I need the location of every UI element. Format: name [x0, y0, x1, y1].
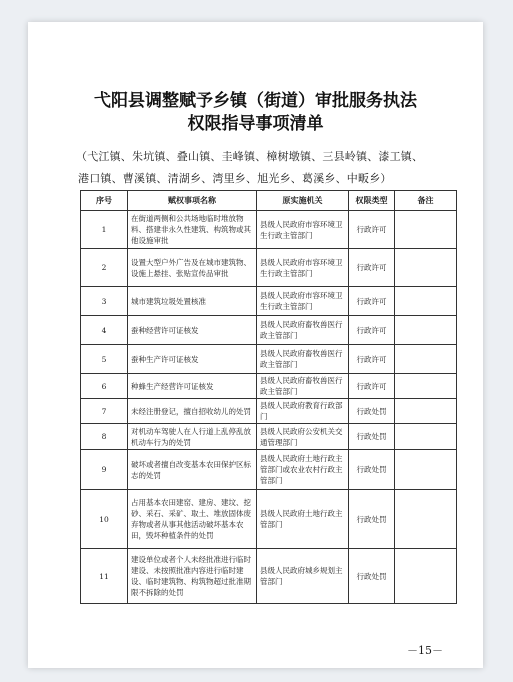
row-item-name: 在街道两侧和公共场地临时堆放物料、搭建非永久性建筑、构筑物或其他设施审批: [128, 211, 257, 249]
row-item-name: 蚕种生产许可证核发: [128, 345, 257, 374]
row-item-name: 蚕种经营许可证核发: [128, 316, 257, 345]
row-agency: 县级人民政府畜牧兽医行政主管部门: [257, 374, 349, 399]
row-note: [395, 211, 457, 249]
row-agency: 县级人民政府土地行政主管部门或农业农村行政主管部门: [257, 450, 349, 490]
table-row: [81, 399, 457, 424]
authority-table: [80, 190, 457, 604]
row-agency: 县级人民政府教育行政部门: [257, 399, 349, 424]
row-type: 行政许可: [349, 374, 395, 399]
row-note: [395, 316, 457, 345]
row-item-name: 设置大型户外广告及在城市建筑物、设施上悬挂、张贴宣传品审批: [128, 249, 257, 287]
table-row: [81, 345, 457, 374]
row-type: 行政许可: [349, 211, 395, 249]
row-serial: 3: [81, 287, 128, 316]
row-note: [395, 287, 457, 316]
row-note: [395, 450, 457, 490]
subtitle-line-2: 港口镇、曹溪镇、清湖乡、湾里乡、旭光乡、葛溪乡、中畈乡）: [78, 172, 392, 185]
table-row: [81, 450, 457, 490]
row-agency: 县级人民政府城乡规划主管部门: [257, 549, 349, 604]
row-serial: 9: [81, 450, 128, 490]
row-type: 行政许可: [349, 345, 395, 374]
row-item-name: 未经注册登记，擅自招收幼儿的处罚: [128, 399, 257, 424]
table-header-row: [81, 191, 457, 211]
row-note: [395, 490, 457, 549]
table-row: [81, 211, 457, 249]
row-agency: 县级人民政府市容环境卫生行政主管部门: [257, 287, 349, 316]
table-row: [81, 490, 457, 549]
document-subtitle: [76, 146, 463, 190]
row-agency: 县级人民政府畜牧兽医行政主管部门: [257, 345, 349, 374]
subtitle-line-1: （弋江镇、朱坑镇、叠山镇、圭峰镇、樟树墩镇、三县岭镇、漆工镇、: [76, 150, 424, 163]
row-note: [395, 374, 457, 399]
row-item-name: 种蜂生产经营许可证核发: [128, 374, 257, 399]
table-row: [81, 424, 457, 450]
row-item-name: 城市建筑垃圾处置核准: [128, 287, 257, 316]
row-agency: 县级人民政府畜牧兽医行政主管部门: [257, 316, 349, 345]
row-agency: 县级人民政府市容环境卫生行政主管部门: [257, 249, 349, 287]
row-agency: 县级人民政府土地行政主管部门: [257, 490, 349, 549]
row-serial: 6: [81, 374, 128, 399]
header-type: 权限类型: [349, 191, 395, 211]
row-agency: 县级人民政府市容环境卫生行政主管部门: [257, 211, 349, 249]
row-type: 行政处罚: [349, 490, 395, 549]
table-row: [81, 549, 457, 604]
row-item-name: 对机动车驾驶人在人行道上乱停乱放机动车行为的处罚: [128, 424, 257, 450]
row-note: [395, 399, 457, 424]
row-type: 行政处罚: [349, 399, 395, 424]
table-row: [81, 316, 457, 345]
row-serial: 8: [81, 424, 128, 450]
row-agency: 县级人民政府公安机关交通管理部门: [257, 424, 349, 450]
row-type: 行政许可: [349, 287, 395, 316]
row-item-name: 破坏或者擅自改变基本农田保护区标志的处罚: [128, 450, 257, 490]
title-line-2: 权限指导事项清单: [187, 114, 324, 134]
row-serial: 10: [81, 490, 128, 549]
header-item-name: 赋权事项名称: [128, 191, 257, 211]
row-serial: 11: [81, 549, 128, 604]
row-serial: 2: [81, 249, 128, 287]
header-note: 备注: [395, 191, 457, 211]
row-note: [395, 345, 457, 374]
table-row: [81, 374, 457, 399]
row-type: 行政处罚: [349, 450, 395, 490]
row-serial: 1: [81, 211, 128, 249]
document-title: [28, 90, 483, 136]
row-serial: 5: [81, 345, 128, 374]
title-line-1: 弋阳县调整赋予乡镇（街道）审批服务执法: [94, 91, 417, 111]
row-item-name: 建设单位或者个人未经批准进行临时建设、未按照批准内容进行临时建设、临时建筑物、构筑物超过批准期限不拆除的处罚: [128, 549, 257, 604]
table-row: [81, 287, 457, 316]
row-type: 行政许可: [349, 316, 395, 345]
row-note: [395, 549, 457, 604]
table-row: [81, 249, 457, 287]
row-note: [395, 424, 457, 450]
row-note: [395, 249, 457, 287]
row-type: 行政处罚: [349, 424, 395, 450]
row-item-name: 占用基本农田建窑、建房、建坟、挖砂、采石、采矿、取土、堆放固体废弃物或者从事其他活动破坏基本农田，毁坏种植条件的处罚: [128, 490, 257, 549]
document-page: [28, 22, 483, 668]
row-type: 行政许可: [349, 249, 395, 287]
row-serial: 7: [81, 399, 128, 424]
row-serial: 4: [81, 316, 128, 345]
row-type: 行政处罚: [349, 549, 395, 604]
page-number: －15－: [407, 644, 443, 657]
header-serial: 序号: [81, 191, 128, 211]
header-agency: 原实施机关: [257, 191, 349, 211]
